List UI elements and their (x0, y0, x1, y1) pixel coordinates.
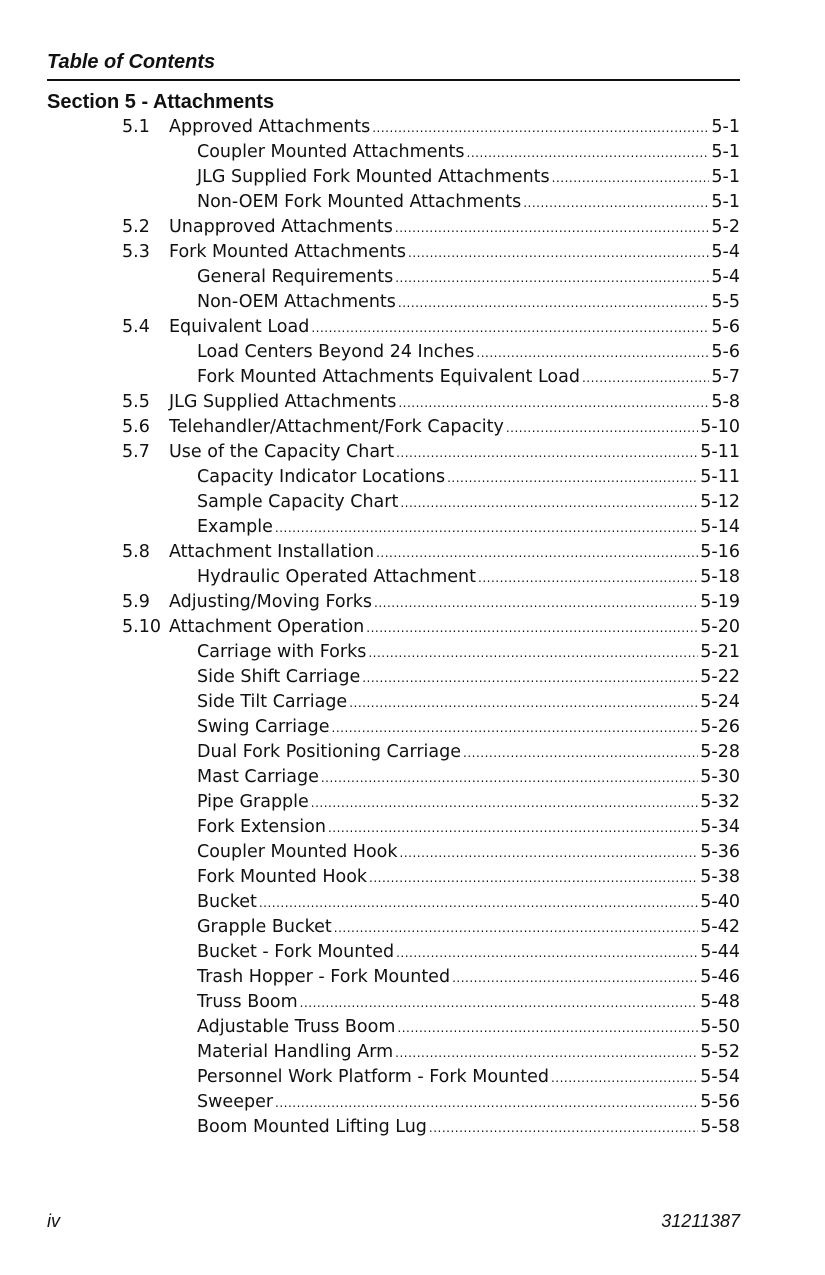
toc-entry-line (169, 615, 740, 640)
toc-dot-leader (368, 641, 698, 666)
toc-entry[interactable] (0, 190, 825, 215)
footer-doc-number: 31211387 (661, 1211, 740, 1231)
toc-entry-line (169, 590, 740, 615)
toc-entry-line (169, 440, 740, 465)
toc-dot-leader (478, 566, 698, 591)
toc-entry[interactable] (0, 740, 825, 765)
toc-entry[interactable] (0, 640, 825, 665)
toc-entry[interactable] (0, 490, 825, 515)
page-header (47, 50, 740, 81)
toc-entry-title: Equivalent Load (169, 317, 310, 337)
toc-entry[interactable] (0, 965, 825, 990)
toc-dot-leader (467, 141, 710, 166)
toc-entry-title: JLG Supplied Fork Mounted Attachments (197, 167, 550, 187)
toc-entry-line (197, 290, 740, 315)
toc-entry-title: Fork Mounted Attachments (169, 242, 407, 262)
toc-entry[interactable] (0, 1065, 825, 1090)
toc-entry-title: Coupler Mounted Attachments (197, 142, 465, 162)
toc-entry-line (197, 765, 740, 790)
toc-entry-line (197, 490, 740, 515)
toc-entry[interactable] (0, 615, 825, 640)
toc-entry-line (197, 840, 740, 865)
toc-entry-title: Non-OEM Fork Mounted Attachments (197, 192, 522, 212)
page-header-title: Table of Contents (47, 51, 216, 73)
toc-entry-title: Sample Capacity Chart (197, 492, 399, 512)
toc-dot-leader (374, 591, 698, 616)
toc-entry-line (169, 390, 740, 415)
toc-entry-page: 5-4 (711, 242, 740, 262)
toc-entry[interactable] (0, 140, 825, 165)
toc-entry-title: Attachment Installation (169, 542, 375, 562)
toc-dot-leader (398, 391, 709, 416)
toc-entry[interactable] (0, 565, 825, 590)
toc-entry-title: Trash Hopper - Fork Mounted (197, 967, 451, 987)
toc-dot-leader (321, 766, 698, 791)
toc-entry[interactable] (0, 790, 825, 815)
toc-dot-leader (476, 341, 709, 366)
toc-entry[interactable] (0, 365, 825, 390)
toc-entry-page: 5-50 (700, 1017, 740, 1037)
toc-dot-leader (396, 441, 698, 466)
toc-dot-leader (400, 491, 698, 516)
toc-entry-title: Fork Extension (197, 817, 326, 837)
toc-entry-line (197, 690, 740, 715)
toc-entry-line (169, 240, 740, 265)
toc-entry-page: 5-30 (700, 767, 740, 787)
toc-entry[interactable] (0, 515, 825, 540)
toc-entry-line (197, 815, 740, 840)
toc-entry-line (197, 740, 740, 765)
toc-entry-page: 5-11 (700, 467, 740, 487)
footer-page-number: iv (47, 1211, 60, 1231)
toc-entry-title: Truss Boom (197, 992, 298, 1012)
toc-entry-page: 5-11 (700, 442, 740, 462)
toc-entry-title: Adjusting/Moving Forks (169, 592, 373, 612)
toc-entry-line (197, 1040, 740, 1065)
toc-entry-page: 5-52 (700, 1042, 740, 1062)
toc-dot-leader (376, 541, 698, 566)
toc-entry-line (197, 465, 740, 490)
toc-dot-leader (366, 616, 698, 641)
toc-entry-title: Dual Fork Positioning Carriage (197, 742, 462, 762)
toc-entry[interactable] (0, 715, 825, 740)
toc-entry-line (197, 1115, 740, 1140)
toc-entry[interactable] (0, 240, 825, 265)
toc-entry-line (197, 865, 740, 890)
toc-entry[interactable] (0, 465, 825, 490)
toc-entry-page: 5-26 (700, 717, 740, 737)
toc-entry[interactable] (0, 1015, 825, 1040)
toc-entry[interactable] (0, 1040, 825, 1065)
toc-entry-line (197, 190, 740, 215)
toc-dot-leader (395, 216, 710, 241)
toc-entry-page: 5-40 (700, 892, 740, 912)
toc-dot-leader (395, 266, 709, 291)
toc-entry-page: 5-22 (700, 667, 740, 687)
toc-entry[interactable] (0, 815, 825, 840)
toc-dot-leader (463, 741, 698, 766)
toc-entry-line (197, 940, 740, 965)
toc-entry-line (197, 665, 740, 690)
toc-entry-number: 5.10 (122, 617, 161, 637)
toc-entry[interactable] (0, 940, 825, 965)
toc-entry-page: 5-1 (711, 167, 740, 187)
toc-entry-page: 5-20 (700, 617, 740, 637)
toc-entry-number: 5.7 (122, 442, 150, 462)
toc-entry-line (197, 165, 740, 190)
toc-entry-number: 5.3 (122, 242, 150, 262)
section-title: Section 5 - Attachments (47, 91, 275, 113)
toc-entry-title: Approved Attachments (169, 117, 371, 137)
toc-entry-title: Attachment Operation (169, 617, 365, 637)
toc-entry-line (169, 115, 740, 140)
toc-entry[interactable] (0, 990, 825, 1015)
toc-entry-line (197, 790, 740, 815)
toc-entry-number: 5.2 (122, 217, 150, 237)
toc-entry-line (197, 1065, 740, 1090)
toc-entry-page: 5-4 (711, 267, 740, 287)
toc-dot-leader (396, 941, 698, 966)
toc-entry[interactable] (0, 840, 825, 865)
toc-entry-page: 5-6 (711, 342, 740, 362)
toc-entry[interactable] (0, 315, 825, 340)
toc-entry-title: Pipe Grapple (197, 792, 309, 812)
toc-dot-leader (362, 666, 698, 691)
toc-entry-page: 5-1 (711, 192, 740, 212)
toc-entry[interactable] (0, 340, 825, 365)
toc-entry-line (169, 315, 740, 340)
toc-entry-number: 5.1 (122, 117, 150, 137)
toc-entry-number: 5.6 (122, 417, 150, 437)
toc-entry-line (197, 265, 740, 290)
toc-entry-title: Material Handling Arm (197, 1042, 394, 1062)
toc-dot-leader (275, 516, 698, 541)
toc-entry[interactable] (0, 540, 825, 565)
toc-entry-page: 5-19 (700, 592, 740, 612)
toc-entry-title: Capacity Indicator Locations (197, 467, 446, 487)
toc-entry-page: 5-8 (711, 392, 740, 412)
toc-entry[interactable] (0, 590, 825, 615)
toc-entry-page: 5-48 (700, 992, 740, 1012)
toc-entry-title: Unapproved Attachments (169, 217, 393, 237)
toc-dot-leader (395, 1041, 698, 1066)
toc-entry-number: 5.9 (122, 592, 150, 612)
toc-entry-title: Personnel Work Platform - Fork Mounted (197, 1067, 549, 1087)
toc-entry-page: 5-32 (700, 792, 740, 812)
toc-entry-line (197, 515, 740, 540)
toc-entry[interactable] (0, 165, 825, 190)
toc-entry-page: 5-1 (711, 142, 740, 162)
toc-entry-line (197, 340, 740, 365)
toc-entry-line (197, 640, 740, 665)
toc-entry-page: 5-1 (711, 117, 740, 137)
toc-entry-title: Coupler Mounted Hook (197, 842, 398, 862)
toc-entry-page: 5-12 (700, 492, 740, 512)
toc-entry[interactable] (0, 115, 825, 140)
toc-entry-title: Sweeper (197, 1092, 274, 1112)
toc-dot-leader (328, 816, 698, 841)
toc-entry-page: 5-54 (700, 1067, 740, 1087)
toc-dot-leader (332, 716, 699, 741)
toc-entry-line (197, 990, 740, 1015)
toc-entry-title: Adjustable Truss Boom (197, 1017, 396, 1037)
toc-dot-leader (523, 191, 709, 216)
toc-entry-line (197, 890, 740, 915)
toc-entry-number: 5.5 (122, 392, 150, 412)
toc-entry[interactable] (0, 1090, 825, 1115)
toc-entry-page: 5-7 (711, 367, 740, 387)
toc-dot-leader (582, 366, 709, 391)
toc-entry-title: Grapple Bucket (197, 917, 332, 937)
toc-entry-page: 5-58 (700, 1117, 740, 1137)
toc-entry-line (197, 1090, 740, 1115)
toc-entry-title: Fork Mounted Attachments Equivalent Load (197, 367, 580, 387)
toc-entry[interactable] (0, 440, 825, 465)
toc-entry-title: Side Shift Carriage (197, 667, 361, 687)
toc-entry[interactable] (0, 665, 825, 690)
toc-dot-leader (551, 1066, 698, 1091)
toc-entry[interactable] (0, 890, 825, 915)
toc-entry-line (169, 415, 740, 440)
toc-dot-leader (311, 316, 709, 341)
toc-entry-page: 5-14 (700, 517, 740, 537)
toc-dot-leader (300, 991, 699, 1016)
toc-entry-page: 5-44 (700, 942, 740, 962)
toc-dot-leader (552, 166, 710, 191)
toc-entry-page: 5-42 (700, 917, 740, 937)
toc-entry[interactable] (0, 690, 825, 715)
toc-entry-title: Side Tilt Carriage (197, 692, 348, 712)
toc-dot-leader (506, 416, 698, 441)
toc-entry-title: Non-OEM Attachments (197, 292, 396, 312)
toc-entry-line (197, 1015, 740, 1040)
toc-entry-line (197, 140, 740, 165)
toc-dot-leader (259, 891, 698, 916)
toc-entry-number: 5.4 (122, 317, 150, 337)
toc-entry-page: 5-21 (700, 642, 740, 662)
toc-entry-title: Example (197, 517, 273, 537)
toc-dot-leader (334, 916, 699, 941)
toc-entry-page: 5-56 (700, 1092, 740, 1112)
toc-entry-line (197, 565, 740, 590)
toc-dot-leader (400, 841, 699, 866)
toc-entry-page: 5-18 (700, 567, 740, 587)
toc-entry-title: Telehandler/Attachment/Fork Capacity (169, 417, 504, 437)
toc-entry-title: General Requirements (197, 267, 394, 287)
toc-entry-line (169, 540, 740, 565)
toc-entry-title: JLG Supplied Attachments (169, 392, 397, 412)
toc-dot-leader (397, 1016, 698, 1041)
toc-entry-title: Boom Mounted Lifting Lug (197, 1117, 427, 1137)
toc-entry-line (197, 965, 740, 990)
toc-dot-leader (398, 291, 710, 316)
toc-entry-title: Load Centers Beyond 24 Inches (197, 342, 475, 362)
toc-entry[interactable] (0, 215, 825, 240)
toc-entry[interactable] (0, 390, 825, 415)
toc-entry-line (197, 365, 740, 390)
toc-dot-leader (452, 966, 698, 991)
toc-entry-page: 5-5 (711, 292, 740, 312)
toc-entry-page: 5-6 (711, 317, 740, 337)
toc-entry-page: 5-2 (711, 217, 740, 237)
toc-dot-leader (369, 866, 698, 891)
toc-entry-page: 5-46 (700, 967, 740, 987)
toc-entry-page: 5-16 (700, 542, 740, 562)
toc-entry[interactable] (0, 415, 825, 440)
toc-entry-page: 5-24 (700, 692, 740, 712)
toc-dot-leader (372, 116, 709, 141)
toc-entry-title: Use of the Capacity Chart (169, 442, 395, 462)
toc-entry[interactable] (0, 1115, 825, 1140)
toc-entry[interactable] (0, 290, 825, 315)
toc-dot-leader (447, 466, 698, 491)
toc-entry-line (197, 915, 740, 940)
toc-entry-page: 5-28 (700, 742, 740, 762)
toc-entry-number: 5.8 (122, 542, 150, 562)
toc-entry-title: Hydraulic Operated Attachment (197, 567, 477, 587)
toc-entry-title: Carriage with Forks (197, 642, 367, 662)
toc-entry-line (197, 715, 740, 740)
toc-dot-leader (311, 791, 698, 816)
toc-entry-title: Mast Carriage (197, 767, 319, 787)
toc-entry-line (169, 215, 740, 240)
toc-entry-title: Swing Carriage (197, 717, 330, 737)
toc-dot-leader (275, 1091, 698, 1116)
toc-entry[interactable] (0, 865, 825, 890)
toc-list (0, 115, 825, 1140)
toc-dot-leader (408, 241, 709, 266)
toc-entry-title: Fork Mounted Hook (197, 867, 368, 887)
toc-entry[interactable] (0, 265, 825, 290)
toc-entry-page: 5-10 (700, 417, 740, 437)
toc-entry-page: 5-34 (700, 817, 740, 837)
toc-entry-title: Bucket (197, 892, 257, 912)
toc-entry-page: 5-36 (700, 842, 740, 862)
toc-dot-leader (349, 691, 698, 716)
toc-entry[interactable] (0, 765, 825, 790)
toc-entry-title: Bucket - Fork Mounted (197, 942, 395, 962)
toc-dot-leader (429, 1116, 698, 1141)
toc-entry-page: 5-38 (700, 867, 740, 887)
toc-entry[interactable] (0, 915, 825, 940)
